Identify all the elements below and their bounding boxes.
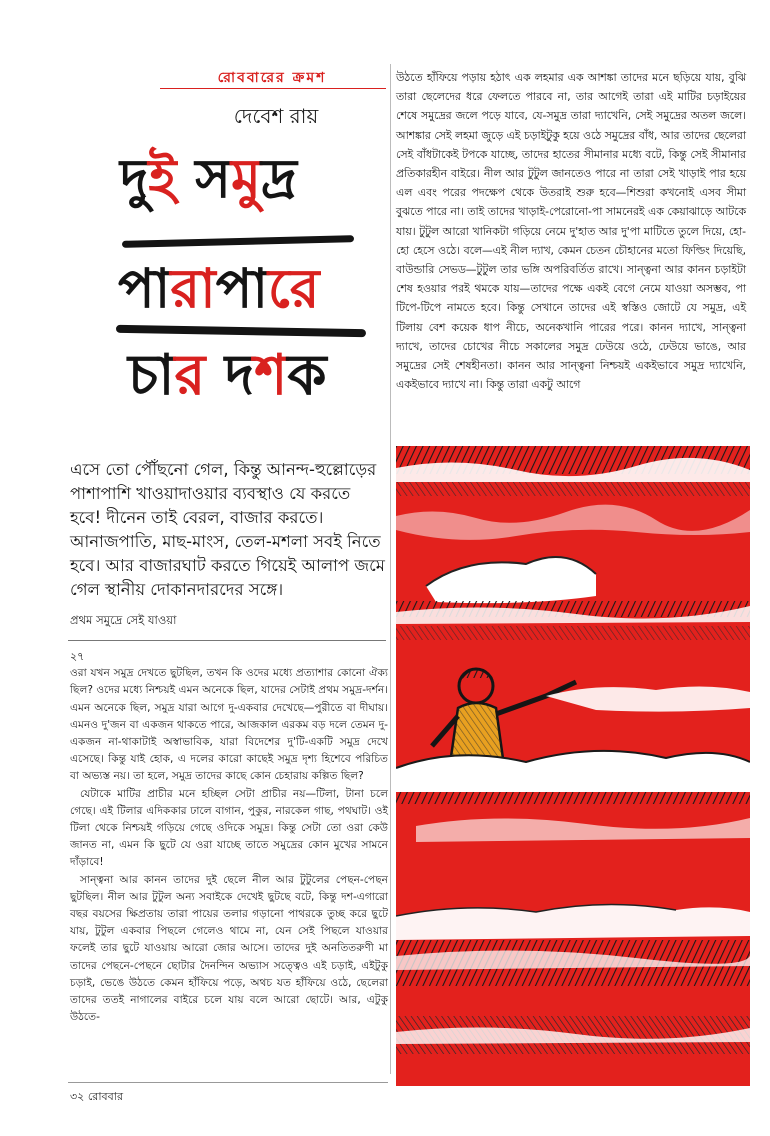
title-line-2 bbox=[118, 258, 319, 318]
title-part: দু bbox=[120, 146, 149, 210]
brush-stroke bbox=[116, 325, 366, 337]
title-part: ই bbox=[148, 146, 177, 210]
dark-band bbox=[396, 482, 750, 496]
title-line-3 bbox=[128, 344, 327, 406]
lead-paragraph: এসে তো পৌঁছনো গেল, কিন্তু আনন্দ-হুল্লোড়ের পাশাপাশি খাওয়াদাওয়ার ব্যবস্থাও যে করতে হবে! দীনেন তাই বেরল, বাজার করতে। আনাজপাতি, মাছ-মাংস, তেল-মশলা সবই নিতে হবে। আর বাজারঘাট করতে গিয়েই আলাপ জমে গেল স্থানীয় দোকানদারদের সঙ্গে। bbox=[70, 460, 385, 599]
chapter-number: ২৭ bbox=[70, 650, 85, 663]
red-band bbox=[396, 986, 750, 1016]
paragraph: সান্ত্বনা আর কানন তাদের দুই ছেলে নীল আর টুটুলের পেছন-পেছন ছুটছিল। নীল আর টুটুল অন্য সবাইকে দেখেই ছুটছে বটে, কিন্তু দশ-এগারো বছর বয়সের ক্ষিপ্রতায় তারা পায়ের তলার গড়ানো পাথরকে তুচ্ছ করে ছুটে যায়, টুটুল একবার পিছলে গেলেও থামে না, যেন সেই পিছলে যাওয়ার ফলেই তার ছুটে যাওয়ায় আরো জোর আসে। তাদের দুই অনতিতরুণী মা তাদের পেছনে-পেছনে ছোটার দৈনন্দিন অভ্যাস সত্ত্বেও এই চড়াই, এইটুকু চড়াই, ভেঙে উঠতে কেমন হাঁফিয়ে পড়ে, অথচ যত হাঁফিয়ে ওঠে, ছেলেরা তাদের ততই নাগালের বাইরে চলে যায় বলে আরো ছোটে। আর, এটুকু উঠতে- bbox=[70, 873, 388, 1024]
section-subhead: প্রথম সমুদ্রে সেই যাওয়া bbox=[70, 613, 177, 627]
series-rule bbox=[160, 88, 386, 89]
title-part: চা bbox=[128, 342, 175, 408]
title-part: শ bbox=[254, 342, 288, 408]
title-part: র bbox=[174, 342, 206, 408]
title-part: ক bbox=[287, 342, 327, 408]
dark-band bbox=[396, 792, 750, 804]
magazine-name: রোববার bbox=[87, 1090, 124, 1103]
title-line-1 bbox=[120, 148, 297, 208]
title-part: রে bbox=[268, 256, 320, 320]
title-part: স bbox=[176, 146, 231, 210]
paragraph: ওরা যখন সমুদ্র দেখতে ছুটছিল, তখন কি ওদের মধ্যে প্রত্যাশার কোনো ঐক্য ছিল? ওদের মধ্যে নিশ্চয়ই এমন অনেকে ছিল, যাদের সেটাই প্রথম সমুদ্র-দর্শন। এমন অনেকে ছিল, সমুদ্র যারা আগে দু-একবার দেখেছে—পুরীতে বা দীঘায়। এমনও দু'জন বা একজন থাকতে পারে, আজকাল এরকম বড় দলে তেমন দু-একজন না-থাকাটাই অস্বাভাবিক, যারা বিদেশের দু'টি-একটি সমুদ্র দেখে এসেছে। কিন্তু যাই হোক, এ দলের কারো কাছেই সমুদ্র দৃশ্য হিশেবে পরিচিত বা অভ্যস্ত নয়। তা হলে, সমুদ্র তাদের কাছে কোন চেহারায় কল্পিত ছিল? bbox=[70, 667, 388, 783]
author-name: দেবেশ রায় bbox=[233, 104, 319, 128]
body-column-right bbox=[396, 68, 746, 394]
column-rule bbox=[390, 64, 391, 1074]
title-part: দ্র bbox=[260, 146, 297, 210]
title-part: পা bbox=[118, 256, 171, 320]
paragraph: যেটাকে মাটির প্রাচীর মনে হচ্ছিল সেটা প্রাচীর নয়—টিলা, টানা চলে গেছে। এই টিলার এদিককার ঢালে বাগান, পুকুর, নারকেল গাছ, পথঘাট। ওই টিলা থেকে নিশ্চয়ই গড়িয়ে গেছে ওদিকে সমুদ্র। কিন্তু সেটা তো ওরা কেউ জানত না, এমন কি ছুটে যে ওরা যাচ্ছে তাতে সমুদ্রের কোন মুখের সামনে দাঁড়াবে! bbox=[70, 787, 388, 869]
footer-rule bbox=[68, 1082, 388, 1083]
title-part: রা bbox=[170, 256, 216, 320]
title-part: দ bbox=[205, 342, 255, 408]
title-part: পা bbox=[215, 256, 269, 320]
page-number: ৩২ bbox=[70, 1090, 85, 1103]
dark-band bbox=[396, 626, 750, 640]
sea-illustration bbox=[396, 446, 750, 1086]
brush-stroke bbox=[122, 235, 354, 248]
title-part: মু bbox=[230, 146, 261, 210]
red-band bbox=[396, 1054, 750, 1086]
body-column-left bbox=[70, 648, 388, 1026]
paragraph: উঠতে হাঁফিয়ে পড়ায় হঠাৎ এক লহমার এক আশঙ্কা তাদের মনে ছড়িয়ে যায়, বুঝি তারা ছেলেদের ধরে ফেলতে পারবে না, তার আগেই তারা এই মাটির চড়াইয়ের শেষে সমুদ্রের জলে পড়ে যাবে, যে-সমুদ্র তারা দ্যাখেনি, সেই সমুদ্রের অতল জলে। আশঙ্কার সেই লহমা জুড়ে এই চড়াইটুকু হয়ে ওঠে সমুদ্রের বাঁধ, আর তাদের ছেলেরা সেই বাঁধটাকেই টপকে যাচ্ছে, তাদের হাতের সীমানার মধ্যে বটে, কিন্তু সেই সীমানার প্রতিকারহীন বাইরে। নীল আর টুটুল জানতেও পারে না তারা সেই খাড়াই পার হয়ে এল এবং পরের পদক্ষেপ থেকে উতরাই শুরু হবে—শিশুরা কখনোই এসব সীমা বুঝতে পারে না। তাই তাদের খাড়াই-পেরোনো-পা সামনেরই এক কেয়াঝাড়ে আটকে যায়। টুটুল আরো খানিকটা গড়িয়ে নেমে দু'হাত আর দু'পা মাটিতে তুলে দিয়ে, হো-হো হেসে ওঠে। বলে—এই নীল দ্যাখ, কেমন চেতন চৌহানের মতো ফিল্ডিং দিয়েছি, বাউন্ডারি সেভড—টুটুল তার ভঙ্গি অপরিবর্তিত রাখে। সান্ত্বনা আর কানন চড়াইটা শেষ হওয়ার পরই থমকে যায়—তাদের পক্ষে একই বেগে নেমে যাওয়া অসম্ভব, পা টিপে-টিপে নামতে হবে। কিন্তু সেখানে তাদের এই স্বস্তিও জোটে যে সমুদ্র, এই টিলায় বেশ কয়েক ধাপ নীচে, অনেকখানি পারের পরে। কানন দ্যাখে, সান্ত্বনা দ্যাখে, তাদের চোখের নীচে সকালের সমুদ্র ঢেউয়ে ওঠে, ঢেউয়ে ভাঙে, আর সমুদ্রের সেই শেষহীনতা। কানন আর সান্ত্বনা নিশ্চয়ই একইভাবে সমুদ্র দ্যাখেনি, একইভাবে দ্যাখে না। কিন্তু তারা একটু আগে bbox=[396, 71, 746, 392]
divider bbox=[68, 640, 386, 641]
page-footer bbox=[70, 1088, 123, 1107]
series-label: রোববারের ক্রমশ bbox=[217, 70, 327, 86]
cloud bbox=[396, 904, 750, 940]
